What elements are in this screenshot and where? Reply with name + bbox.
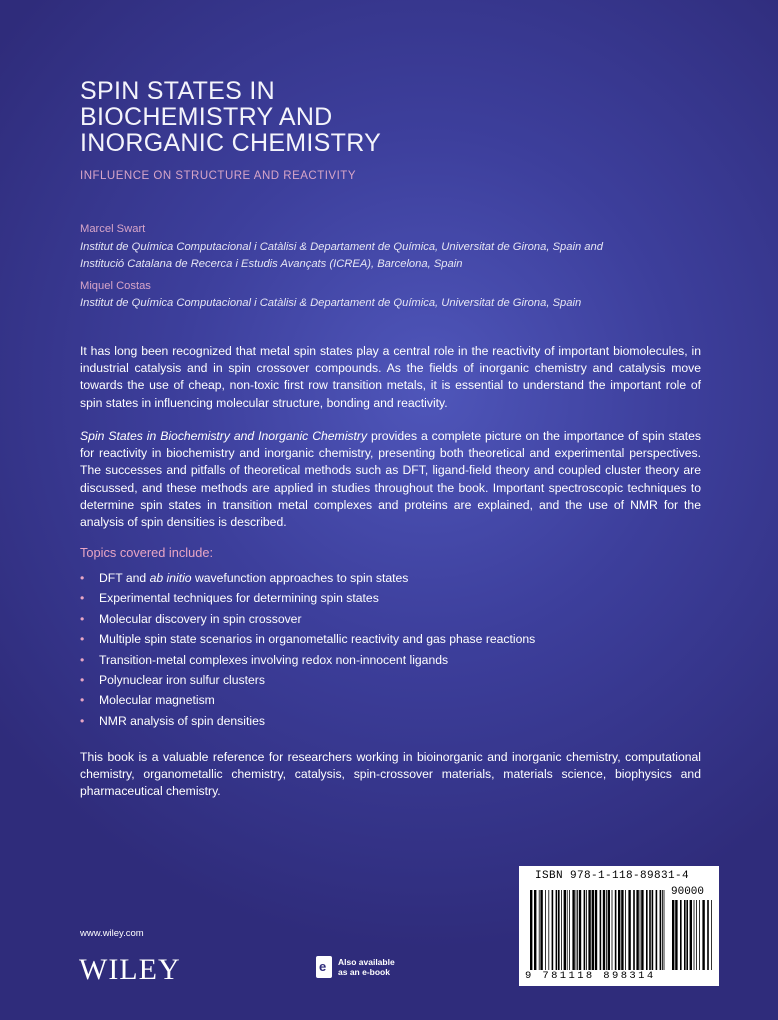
price-code: 90000 (671, 886, 705, 898)
bullet-icon: • (80, 713, 85, 728)
isbn-text: ISBN 978-1-118-89831-4 (535, 870, 690, 882)
topic-item: • Polynuclear iron sulfur clusters (80, 670, 535, 690)
bullet-icon: • (80, 591, 85, 606)
barcode-box (519, 866, 719, 986)
topic-item: • Multiple spin state scenarios in organometallic reactivity and gas phase reactions (80, 629, 535, 649)
author-list (80, 221, 720, 313)
author-name-2: Miquel Costas (80, 279, 151, 292)
title-line-2: BIOCHEMISTRY AND (80, 103, 333, 131)
title-line-1: SPIN STATES IN (80, 77, 275, 105)
topic-item: • Transition-metal complexes involving redox non-innocent ligands (80, 650, 535, 670)
book-title (80, 78, 381, 156)
description-paragraph-2-text: provides a complete picture on the importance of spin states for reactivity in biochemistry and inorganic chemistry, presenting both theoretical and experimental perspectives. The successes and pitfalls of theoretical methods such as DFT, ligand-field theory and coupled cluster theory are discussed, and these methods are applied in studies throughout the book. Important spectroscopic techniques to determine spin states in transition metal complexes and proteins are explained, and the use of NMR for the analysis of spin densities is described. (80, 429, 701, 530)
topic-item: • DFT and ab initio wavefunction approaches to spin states (80, 568, 535, 588)
bullet-icon: • (80, 632, 85, 647)
publisher-url[interactable]: www.wiley.com (80, 928, 144, 939)
bullet-icon: • (80, 693, 85, 708)
topic-item: • NMR analysis of spin densities (80, 711, 535, 731)
description-paragraph-2 (80, 428, 701, 531)
barcode-bars-icon (529, 890, 667, 970)
title-line-3: INORGANIC CHEMISTRY (80, 129, 382, 157)
author-affiliation-1b: Institució Catalana de Recerca i Estudis Avançats (ICREA), Barcelona, Spain (80, 258, 463, 270)
book-subtitle: INFLUENCE ON STRUCTURE AND REACTIVITY (80, 170, 356, 182)
topic-item: • Experimental techniques for determining spin states (80, 588, 535, 608)
topic-item: • Molecular magnetism (80, 690, 535, 710)
barcode-digits: 9 781118 898314 (525, 970, 656, 982)
topics-heading: Topics covered include: (80, 545, 214, 560)
topic-item: • Molecular discovery in spin crossover (80, 609, 535, 629)
bullet-icon: • (80, 673, 85, 688)
author-name-1: Marcel Swart (80, 223, 146, 235)
description-paragraph-1: It has long been recognized that metal spin states play a central role in the reactivity of important biomolecules, in industrial catalysis and in spin crossover compounds. As the fields of inorganic chemistry and catalysis move towards the use of cheap, non-toxic first row transition metals, it is essential to understand the important role of spin states in influencing molecular structure, bonding and reactivity. (80, 344, 701, 410)
description-paragraph-3: This book is a valuable reference for researchers working in bioinorganic and inorganic chemistry, computational chemistry, organometallic chemistry, catalysis, spin-crossover materials, materials science, biophysics and pharmaceutical chemistry. (80, 750, 701, 799)
author-affiliation-2: Institut de Química Computacional i Catàlisi & Departament de Química, Universitat de Girona, Spain (80, 297, 582, 309)
ebook-note: Also available as an e-book (338, 957, 395, 977)
topics-list (80, 568, 535, 731)
publisher-logo: WILEY (79, 953, 181, 986)
book-title-italic: Spin States in Biochemistry and Inorganic Chemistry (80, 429, 368, 443)
bullet-icon: • (80, 652, 85, 667)
author-affiliation-1a: Institut de Química Computacional i Catàlisi & Departament de Química, Universitat de Girona, Spain and (80, 240, 603, 253)
ebook-icon (316, 956, 332, 978)
bullet-icon: • (80, 611, 85, 626)
barcode-addon-bars-icon (671, 900, 713, 970)
bullet-icon: • (80, 571, 85, 585)
